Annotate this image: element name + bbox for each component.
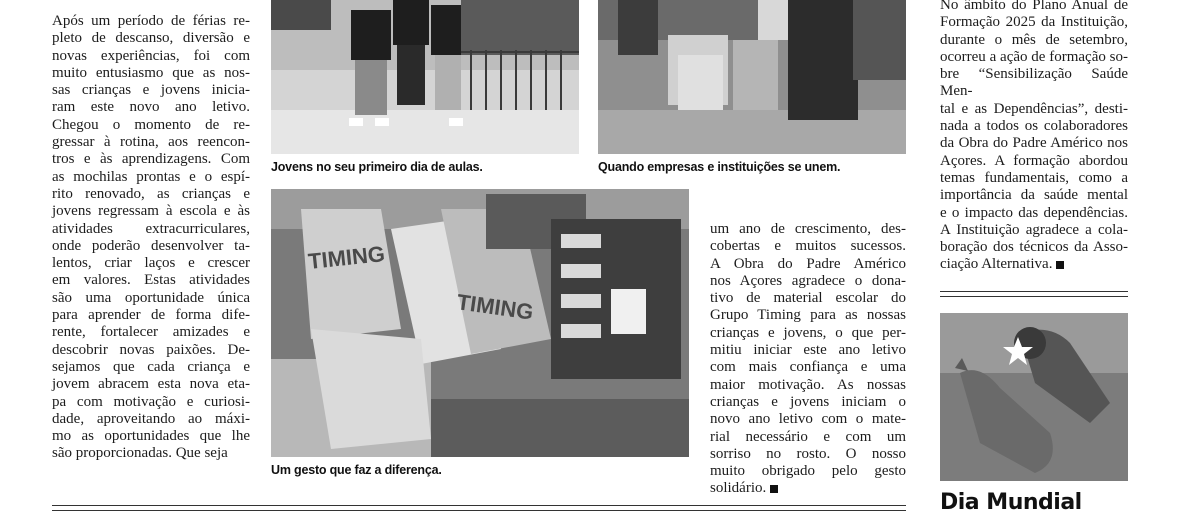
text-line: nada a todos os colaboradores [940,118,1128,135]
text-line: tivo de material escolar do [710,290,906,307]
text-line: rial necessário e com um [710,428,906,445]
column-4-text [940,0,1128,274]
text-line: crianças e jovens, o que per- [710,324,906,341]
text-line: da Obra do Padre Américo nos [940,135,1128,152]
text-line: ocorreu a ação de formação so- [940,48,1128,65]
photo-child-with-cat-image [940,313,1128,481]
article-column-4 [940,0,1128,274]
text-line: jovens regressam à escola e às [52,203,250,220]
text-line: sas crianças e jovens inicia- [52,82,250,99]
photo-companies-institutions-image [598,0,906,154]
text-line: são uma oportunidade única [52,289,250,306]
bottom-rule-2 [52,510,906,511]
text-line: rente, fortalecer amizades e [52,324,250,341]
text-line: onde poderão desenvolver ta- [52,237,250,254]
text-line: novas experiências, foi com [52,47,250,64]
text-line: descobrir novas paixões. De- [52,341,250,358]
text-line: mitiu iniciar este ano letivo [710,342,906,359]
text-line: sejamos que cada criança e [52,358,250,375]
text-line: Formação 2025 da Instituição, [940,14,1128,31]
text-line: as mochilas prontas e o espí- [52,168,250,185]
photo-child-with-cat [940,313,1128,481]
text-line: gressar à rotina, aos reencon- [52,134,250,151]
text-line: atividades extracurriculares, [52,220,250,237]
text-line: pa com motivação e curiosi- [52,393,250,410]
text-line: importância da saúde mental [940,187,1128,204]
text-line: para aprender de forma dife- [52,307,250,324]
end-of-article-mark [770,485,778,493]
bag-print-2: TIMING [455,289,536,325]
column-4-divider [940,291,1128,292]
photo-donation-bags [271,189,689,457]
text-line: crianças e jovens iniciam o [710,393,906,410]
text-line: solidário. [710,480,906,497]
text-line: lentos, criar laços e crescer [52,255,250,272]
text-line: maior motivação. As nossas [710,376,906,393]
photo-companies-institutions [598,0,906,154]
photo-youths-first-day-image [271,0,579,154]
next-article-headline: Dia Mundial [940,490,1082,515]
article-column-1 [52,13,250,463]
text-line: cobertas e muitos sucessos. [710,238,906,255]
text-line: muito entusiasmo que as nos- [52,64,250,81]
text-line: um ano de crescimento, des- [710,221,906,237]
text-line: nos Açores agradece o dona- [710,272,906,289]
text-line: muito obrigado pelo gesto [710,463,906,480]
caption-photo-2: Quando empresas e instituições se unem. [598,160,841,174]
text-line: rito renovado, as crianças e [52,185,250,202]
text-line: A Obra do Padre Américo [710,255,906,272]
photo-youths-first-day [271,0,579,154]
article-column-3 [710,221,906,498]
text-line: No âmbito do Plano Anual de [940,0,1128,13]
text-line: boração dos técnicos da Asso- [940,239,1128,256]
text-line: sorriso no rosto. O nosso [710,445,906,462]
caption-photo-3: Um gesto que faz a diferença. [271,463,442,477]
text-line: durante o mês de setembro, [940,31,1128,48]
text-line: dade, aproveitando ao máxi- [52,410,250,427]
text-line: em valores. Estas atividades [52,272,250,289]
text-line: mo as oportunidades que lhe [52,428,250,445]
caption-photo-1: Jovens no seu primeiro dia de aulas. [271,160,483,174]
text-line: são proporcionadas. Que seja [52,445,228,462]
text-line: com mais confiança e uma [710,359,906,376]
text-line: A Instituição agradece a cola- [940,221,1128,238]
column-4-divider-2 [940,296,1128,297]
text-line: tal e as Dependências”, desti- [940,100,1128,117]
column-1-text [52,13,250,463]
text-line: Chegou o momento de re- [52,116,250,133]
text-line: jovem abracem esta nova eta- [52,376,250,393]
text-line: tros e às aprendizagens. Com [52,151,250,168]
end-of-article-mark [1056,261,1064,269]
column-3-text [710,221,906,498]
text-line: bre “Sensibilização Saúde Men- [940,66,1128,100]
text-line: temas fundamentais, como a [940,169,1128,186]
bottom-rule-1 [52,505,906,506]
bag-print-1: TIMING [306,241,387,274]
text-line: Açores. A formação abordou [940,152,1128,169]
text-line: pleto de descanso, diversão e [52,30,250,47]
text-line: novo ano letivo com o mate- [710,411,906,428]
photo-donation-bags-image [271,189,689,457]
text-line: Após um período de férias re- [52,13,250,29]
text-line: ciação Alternativa. [940,256,1128,273]
text-line: ram este novo ano letivo. [52,99,250,116]
text-line: e o impacto das dependências. [940,204,1128,221]
text-line: Grupo Timing para as nossas [710,307,906,324]
